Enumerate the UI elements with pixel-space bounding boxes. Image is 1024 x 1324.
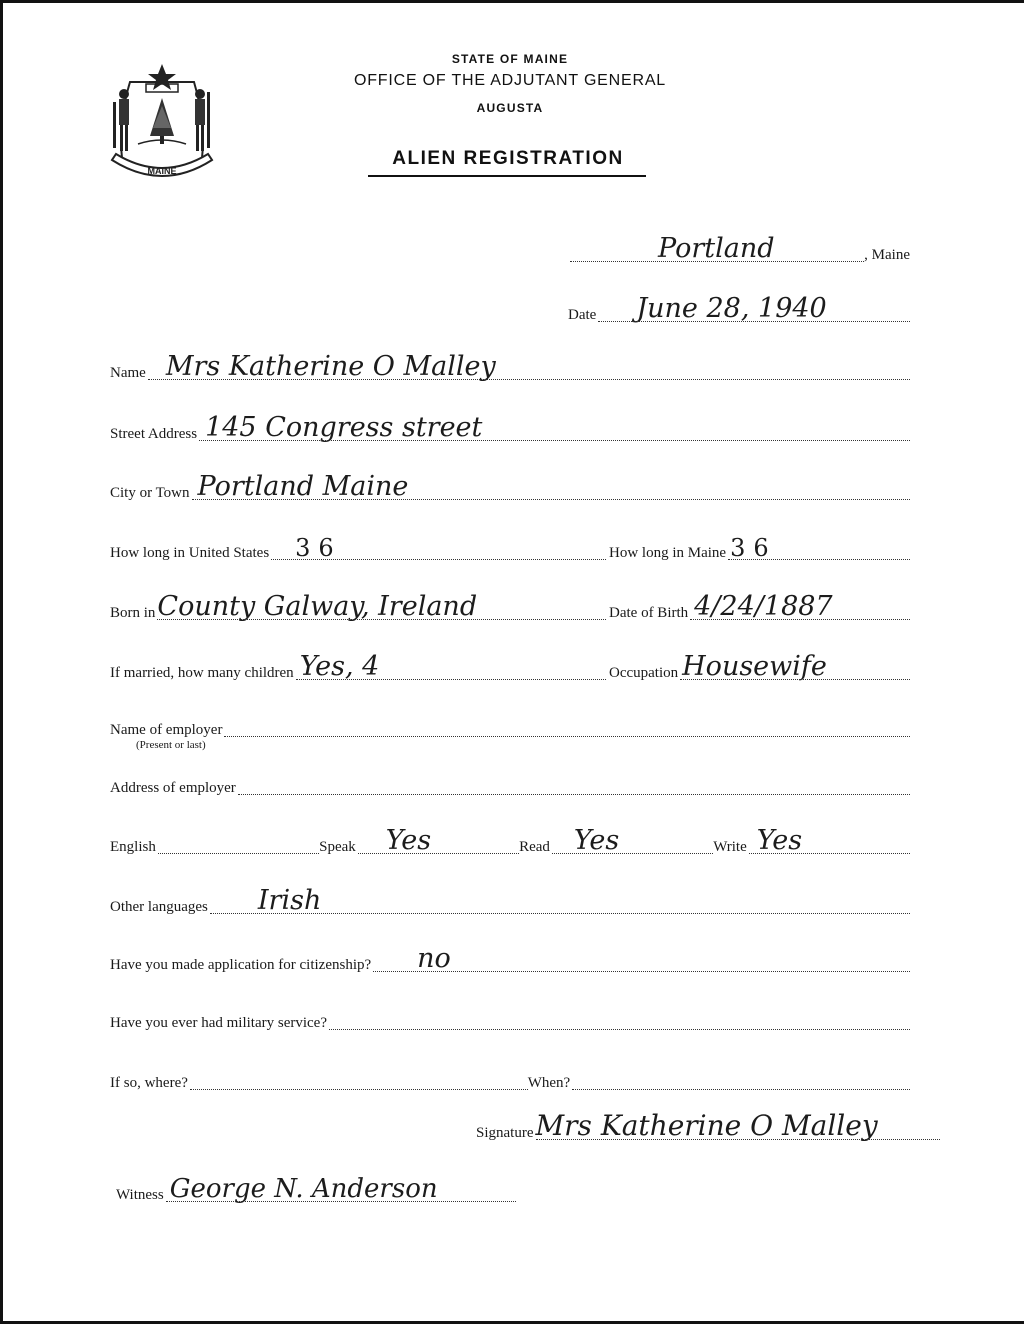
scan-edge-top — [0, 0, 1024, 3]
us-duration-value: 36 — [295, 534, 342, 562]
employer-name-label: Name of employer — [110, 722, 223, 738]
other-languages-label: Other languages — [110, 899, 208, 915]
employer-name-sublabel: (Present or last) — [136, 739, 206, 751]
scan-edge-left — [0, 0, 3, 1324]
city-town-line[interactable] — [190, 464, 910, 504]
born-in-label: Born in — [110, 605, 156, 621]
signature-line[interactable] — [534, 1104, 941, 1144]
maine-duration-line[interactable] — [726, 524, 910, 564]
place-suffix-label: , Maine — [864, 247, 910, 263]
birth-date-field — [609, 584, 910, 624]
street-address-field — [110, 405, 910, 445]
children-value: Yes, 4 — [299, 651, 380, 682]
english-write-label: Write — [713, 839, 747, 855]
employer-address-line[interactable] — [236, 759, 910, 799]
maine-duration-label: How long in Maine — [609, 545, 727, 561]
date-value: June 28, 1940 — [636, 293, 827, 324]
birth-date-value: 4/24/1887 — [694, 591, 833, 622]
place-value: Portland — [658, 233, 775, 264]
english-read-line[interactable] — [550, 818, 713, 858]
city-town-label: City or Town — [110, 485, 190, 501]
occupation-label: Occupation — [609, 665, 679, 681]
occupation-line[interactable] — [678, 644, 910, 684]
place-field — [568, 226, 910, 266]
other-languages-value: Irish — [257, 885, 322, 916]
city-town-field — [110, 464, 910, 504]
employer-address-label: Address of employer — [110, 780, 236, 796]
employer-name-field — [110, 701, 910, 741]
born-in-line[interactable] — [155, 584, 606, 624]
english-speak-value: Yes — [385, 825, 432, 856]
military-when-line[interactable] — [570, 1054, 910, 1094]
maine-duration-value: 36 — [730, 534, 777, 562]
english-speak-label: Speak — [319, 839, 356, 855]
place-line[interactable] — [568, 226, 864, 266]
occupation-field — [609, 644, 910, 684]
signature-field — [476, 1104, 940, 1144]
signature-label: Signature — [476, 1125, 534, 1141]
citizenship-label: Have you made application for citizenship? — [110, 957, 372, 973]
english-read-label: Read — [519, 839, 550, 855]
street-address-label: Street Address — [110, 426, 198, 442]
english-write-line[interactable] — [747, 818, 910, 858]
english-field — [110, 818, 910, 858]
military-when-label: When? — [527, 1075, 571, 1091]
citizenship-value: no — [417, 943, 451, 974]
english-write-value: Yes — [756, 825, 803, 856]
us-duration-line[interactable] — [269, 524, 606, 564]
date-line[interactable] — [596, 286, 910, 326]
military-where-line[interactable] — [188, 1054, 528, 1094]
children-line[interactable] — [294, 644, 606, 684]
other-languages-field — [110, 878, 910, 918]
us-duration-field — [110, 524, 606, 564]
born-in-field — [110, 584, 606, 624]
born-in-value: County Galway, Ireland — [157, 591, 478, 622]
english-read-value: Yes — [573, 825, 620, 856]
military-label: Have you ever had military service? — [110, 1015, 327, 1031]
city-town-value: Portland Maine — [197, 471, 409, 502]
witness-value: George N. Anderson — [169, 1174, 438, 1204]
date-label: Date — [568, 307, 597, 323]
military-where-when-field — [110, 1054, 910, 1094]
witness-field — [116, 1166, 516, 1206]
english-line[interactable] — [156, 818, 319, 858]
children-label: If married, how many children — [110, 665, 294, 681]
header-city: AUGUSTA — [476, 101, 544, 115]
military-field — [110, 994, 910, 1034]
header-office: OFFICE OF THE ADJUTANT GENERAL — [353, 72, 667, 89]
date-field — [568, 286, 910, 326]
birth-date-line[interactable] — [688, 584, 910, 624]
seal-banner-text: MAINE — [147, 166, 177, 176]
occupation-value: Housewife — [682, 651, 827, 682]
other-languages-line[interactable] — [208, 878, 910, 918]
children-field — [110, 644, 606, 684]
military-line[interactable] — [327, 994, 910, 1034]
employer-address-field — [110, 759, 910, 799]
english-speak-line[interactable] — [356, 818, 519, 858]
signature-value: Mrs Katherine O Malley — [535, 1109, 878, 1142]
citizenship-line[interactable] — [371, 936, 910, 976]
witness-line[interactable] — [164, 1166, 516, 1206]
us-duration-label: How long in United States — [110, 545, 270, 561]
military-where-label: If so, where? — [110, 1075, 188, 1091]
maine-state-seal-icon — [106, 62, 218, 190]
citizenship-field — [110, 936, 910, 976]
employer-name-line[interactable] — [222, 701, 910, 741]
street-address-line[interactable] — [197, 405, 910, 445]
name-field — [110, 344, 910, 384]
english-label: English — [110, 839, 156, 855]
form-title: ALIEN REGISTRATION — [392, 148, 624, 169]
name-label: Name — [110, 365, 146, 381]
name-value: Mrs Katherine O Malley — [165, 351, 496, 382]
birth-date-label: Date of Birth — [609, 605, 689, 621]
witness-label: Witness — [116, 1187, 164, 1203]
header-state: STATE OF MAINE — [451, 52, 569, 66]
title-underline — [368, 175, 646, 177]
name-line[interactable] — [146, 344, 910, 384]
maine-duration-field — [609, 524, 910, 564]
street-address-value: 145 Congress street — [205, 412, 483, 443]
